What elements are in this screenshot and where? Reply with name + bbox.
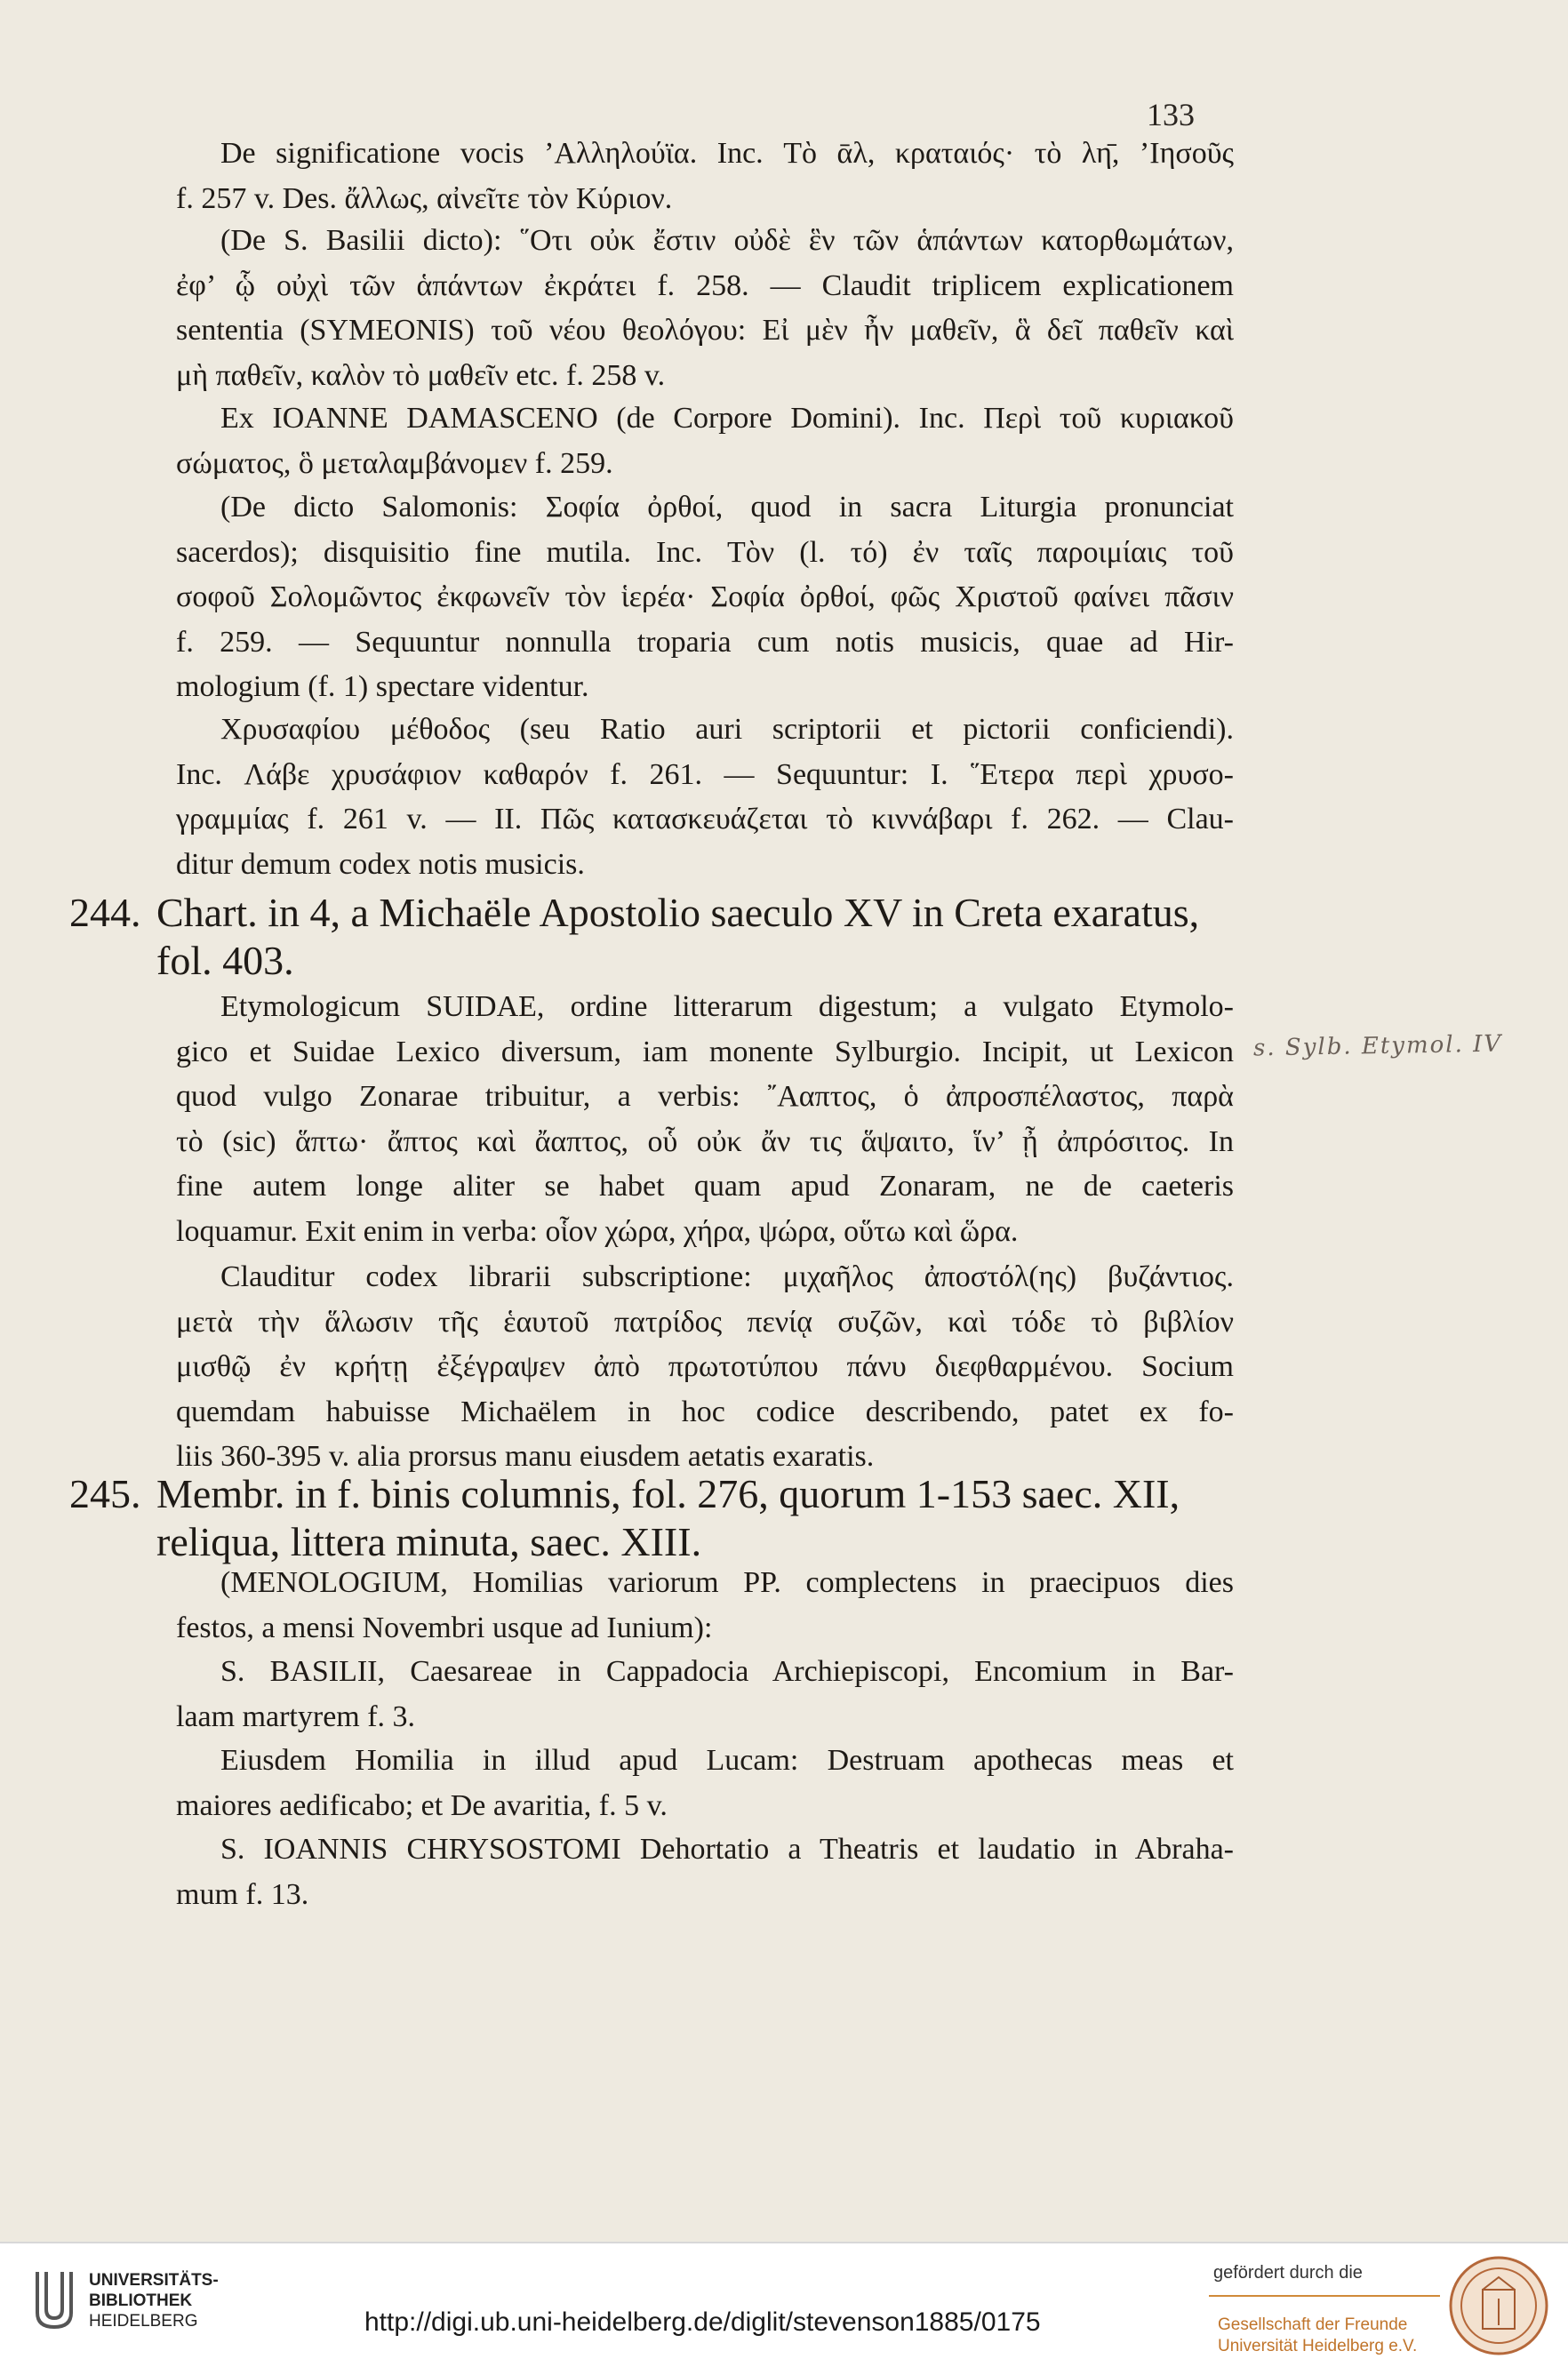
text-line: S. BASILII, Caesareae in Cappadocia Archiepiscopi, Encomium in Bar- bbox=[220, 1655, 1234, 1688]
sponsor-line-2: Universität Heidelberg e.V. bbox=[1218, 2337, 1418, 2355]
text-line: (De S. Basilii dicto): ῞Οτι οὐκ ἔστιν οὐδὲ ἓν τῶν ἁπάντων κατορθωμάτων, bbox=[220, 224, 1234, 257]
codex-entry-heading bbox=[69, 889, 1234, 985]
library-line-2: BIBLIOTHEK bbox=[89, 2291, 193, 2310]
text-line: (De dicto Salomonis: Σοφία ὀρθοί, quod in sacra Liturgia pronunciat bbox=[220, 491, 1234, 524]
library-name bbox=[89, 2270, 219, 2331]
text-line: Inc. Λάβε χρυσάφιον καθαρόν f. 261. — Sequuntur: I. ῞Ετερα περὶ χρυσο- bbox=[176, 757, 1234, 791]
permalink-url[interactable]: http://digi.ub.uni-heidelberg.de/diglit/stevenson1885/0175 bbox=[364, 2307, 1041, 2337]
footer-bar bbox=[0, 2242, 1568, 2367]
text-line: γραμμίας f. 261 v. — II. Πῶς κατασκευάζεται τὸ κιννάβαρι f. 262. — Clau- bbox=[176, 803, 1234, 836]
text-paragraph bbox=[176, 1650, 1234, 1739]
text-line: sacerdos); disquisitio fine mutila. Inc. Τὸν (l. τό) ἐν ταῖς παροιμίαις τοῦ bbox=[176, 535, 1234, 569]
text-line: Eiusdem Homilia in illud apud Lucam: Destruam apothecas meas et bbox=[220, 1744, 1234, 1777]
text-line: laam martyrem f. 3. bbox=[176, 1699, 416, 1733]
text-line: S. IOANNIS CHRYSOSTOMI Dehortatio a Theatris et laudatio in Abraha- bbox=[220, 1833, 1234, 1866]
text-line: Etymologicum SUIDAE, ordine litterarum digestum; a vulgato Etymolo- bbox=[220, 990, 1234, 1023]
text-line: Χρυσαφίου μέθοδος (seu Ratio auri scriptorii et pictorii conficiendi). bbox=[220, 713, 1234, 746]
codex-entry-heading bbox=[69, 1470, 1234, 1566]
sponsor-label: gefördert durch die bbox=[1213, 2263, 1363, 2283]
text-line: maiores aedificabo; et De avaritia, f. 5 v. bbox=[176, 1788, 668, 1822]
text-line: loquamur. Exit enim in verba: οἷον χώρα, χήρα, ψώρα, οὕτω καὶ ὥρα. bbox=[176, 1214, 1019, 1248]
text-line: Clauditur codex librarii subscriptione: μιχαῆλος ἀποστόλ(ης) βυζάντιος. bbox=[220, 1260, 1234, 1293]
university-library-logo-icon bbox=[32, 2268, 76, 2331]
page-number: 133 bbox=[1147, 97, 1195, 132]
text-paragraph bbox=[176, 219, 1234, 398]
library-line-1: UNIVERSITÄTS- bbox=[89, 2271, 219, 2290]
text-paragraph bbox=[176, 1255, 1234, 1480]
text-line: mologium (f. 1) spectare videntur. bbox=[176, 670, 589, 703]
sponsor-name bbox=[1218, 2315, 1417, 2357]
text-line: quemdam habuisse Michaëlem in hoc codice describendo, patet ex fo- bbox=[176, 1395, 1234, 1428]
text-line: (MENOLOGIUM, Homilias variorum PP. complectens in praecipuos dies bbox=[220, 1566, 1234, 1599]
text-line: μετὰ τὴν ἅλωσιν τῆς ἑαυτοῦ πατρίδος πενίᾳ συζῶν, καὶ τόδε τὸ βιβλίον bbox=[176, 1305, 1234, 1339]
text-line: quod vulgo Zonarae tribuitur, a verbis: ῎Ααπτος, ὁ ἀπροσπέλαστος, παρὰ bbox=[176, 1080, 1234, 1113]
text-paragraph bbox=[176, 132, 1234, 221]
entry-heading-line: reliqua, littera minuta, saec. XIII. bbox=[156, 1519, 702, 1564]
text-line: f. 259. — Sequuntur nonnulla troparia cum notis musicis, quae ad Hir- bbox=[176, 625, 1234, 659]
text-line: σώματος, ὃ μεταλαμβάνομεν f. 259. bbox=[176, 446, 613, 480]
text-line: σοφοῦ Σολομῶντος ἐκφωνεῖν τὸν ἱερέα· Σοφία ὀρθοί, φῶς Χριστοῦ φαίνει πᾶσιν bbox=[176, 580, 1234, 613]
sponsor-divider bbox=[1209, 2295, 1440, 2297]
text-line: liis 360-395 v. alia prorsus manu eiusdem aetatis exaratis. bbox=[176, 1440, 875, 1473]
library-line-3: HEIDELBERG bbox=[89, 2312, 198, 2331]
entry-number: 245. bbox=[69, 1471, 141, 1516]
text-line: Ex IOANNE DAMASCENO (de Corpore Domini). Inc. Περὶ τοῦ κυριακοῦ bbox=[220, 402, 1234, 435]
entry-number: 244. bbox=[69, 890, 141, 935]
text-paragraph bbox=[176, 1739, 1234, 1828]
text-line: μὴ παθεῖν, καλὸν τὸ μαθεῖν etc. f. 258 v. bbox=[176, 358, 666, 392]
text-line: ἐφ’ ᾧ οὐχὶ τῶν ἁπάντων ἐκράτει f. 258. — Claudit triplicem explicationem bbox=[176, 268, 1234, 302]
entry-heading-line: Membr. in f. binis columnis, fol. 276, quorum 1-153 saec. XII, bbox=[156, 1471, 1180, 1516]
margin-annotation: s. Sylb. Etymol. IV bbox=[1252, 1030, 1503, 1062]
text-paragraph bbox=[176, 485, 1234, 710]
text-paragraph bbox=[176, 396, 1234, 486]
text-line: f. 257 v. Des. ἄλλως, αἰνεῖτε τὸν Κύριον. bbox=[176, 181, 673, 215]
sponsor-line-1: Gesellschaft der Freunde bbox=[1218, 2315, 1408, 2334]
text-paragraph bbox=[176, 708, 1234, 887]
text-line: festos, a mensi Novembri usque ad Iunium): bbox=[176, 1611, 713, 1644]
text-line: De significatione vocis ’Αλληλούϊα. Inc. Τὸ ᾱλ, κραταιός· τὸ λη̄, ’Ιησοῦς bbox=[220, 137, 1234, 170]
entry-heading-line: fol. 403. bbox=[156, 938, 294, 983]
text-line: sententia (SYMEONIS) τοῦ νέου θεολόγου: Εἰ μὲν ἦν μαθεῖν, ἃ δεῖ παθεῖν καὶ bbox=[176, 314, 1234, 347]
text-line: fine autem longe aliter se habet quam apud Zonaram, ne de caeteris bbox=[176, 1170, 1234, 1203]
text-paragraph bbox=[176, 985, 1234, 1254]
text-line: μισθῷ ἐν κρήτῃ ἐξέγραψεν ἀπὸ πρωτοτύπου πάνυ διεφθαρμένου. Socium bbox=[176, 1350, 1234, 1383]
text-paragraph bbox=[176, 1827, 1234, 1917]
text-line: τὸ (sic) ἅπτω· ἄπτος καὶ ἄαπτος, οὗ οὐκ ἄν τις ἅψαιτο, ἵν’ ᾖ ἀπρόσιτος. In bbox=[176, 1124, 1234, 1158]
text-line: gico et Suidae Lexico diversum, iam monente Sylburgio. Incipit, ut Lexicon bbox=[176, 1035, 1234, 1068]
text-paragraph bbox=[176, 1561, 1234, 1651]
university-seal-icon bbox=[1447, 2254, 1550, 2357]
text-line: mum f. 13. bbox=[176, 1877, 309, 1911]
entry-heading-line: Chart. in 4, a Michaële Apostolio saeculo XV in Creta exaratus, bbox=[156, 890, 1200, 935]
text-line: ditur demum codex notis musicis. bbox=[176, 847, 585, 881]
